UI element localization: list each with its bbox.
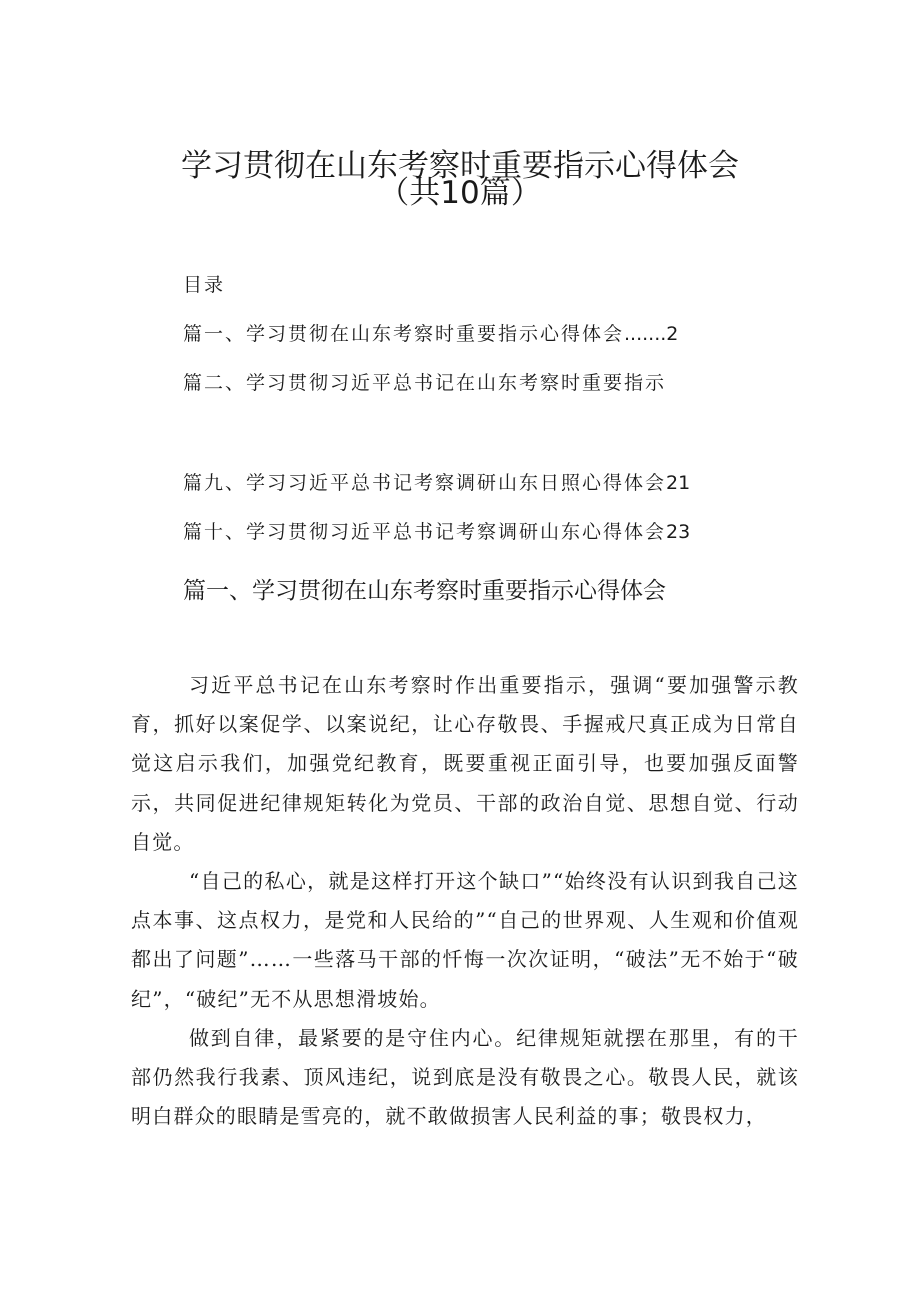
toc-entry (183, 468, 690, 495)
section-body (131, 666, 799, 1136)
toc-entry-label: 篇十、学习贯彻习近平总书记考察调研山东心得体会 (183, 521, 667, 543)
body-paragraph: “自己的私心，就是这样打开这个缺口”“始终没有认识到我自己这点本事、这点权力，是党和人民给的”“自己的世界观、人生观和价值观都出了问题”……一些落马干部的忏悔一次次证明，“破法”无不始于“破纪”，“破纪”无不从思想滑坡始。 (131, 869, 799, 1011)
toc-entry-page: 21 (666, 472, 691, 494)
toc-heading: 目录 (183, 274, 226, 296)
section-heading: 篇一、学习贯彻在山东考察时重要指示心得体会 (183, 578, 666, 604)
body-paragraph: 习近平总书记在山东考察时作出重要指示，强调“要加强警示教育，抓好以案促学、以案说纪，让心存敬畏、手握戒尺真正成为日常自觉这启示我们，加强党纪教育，既要重视正面引导，也要加强反面警示，共同促进纪律规矩转化为党员、干部的政治自觉、思想自觉、行动自觉。 (131, 673, 799, 854)
toc-entry (183, 319, 678, 346)
toc-entry-label: 篇九、学习习近平总书记考察调研山东日照心得体会 (183, 472, 667, 494)
toc-entry-leader: ....... (624, 323, 667, 345)
document-title: 学习贯彻在山东考察时重要指示心得体会 (181, 148, 739, 184)
document-subtitle: （共10篇） (378, 175, 542, 211)
body-paragraph: 做到自律，最紧要的是守住内心。纪律规矩就摆在那里，有的干部仍然我行我素、顶风违纪，说到底是没有敬畏之心。敬畏人民，就该明白群众的眼睛是雪亮的，就不敢做损害人民利益的事；敬畏权力， (131, 1025, 799, 1129)
toc-entry-label: 篇二、学习贯彻习近平总书记在山东考察时重要指示 (183, 372, 667, 394)
toc-entry-page: 23 (666, 521, 691, 543)
toc-entry-page: 2 (666, 323, 679, 345)
toc-entry (183, 368, 666, 395)
toc-entry (183, 517, 690, 544)
toc-entry-label: 篇一、学习贯彻在山东考察时重要指示心得体会 (183, 323, 625, 345)
